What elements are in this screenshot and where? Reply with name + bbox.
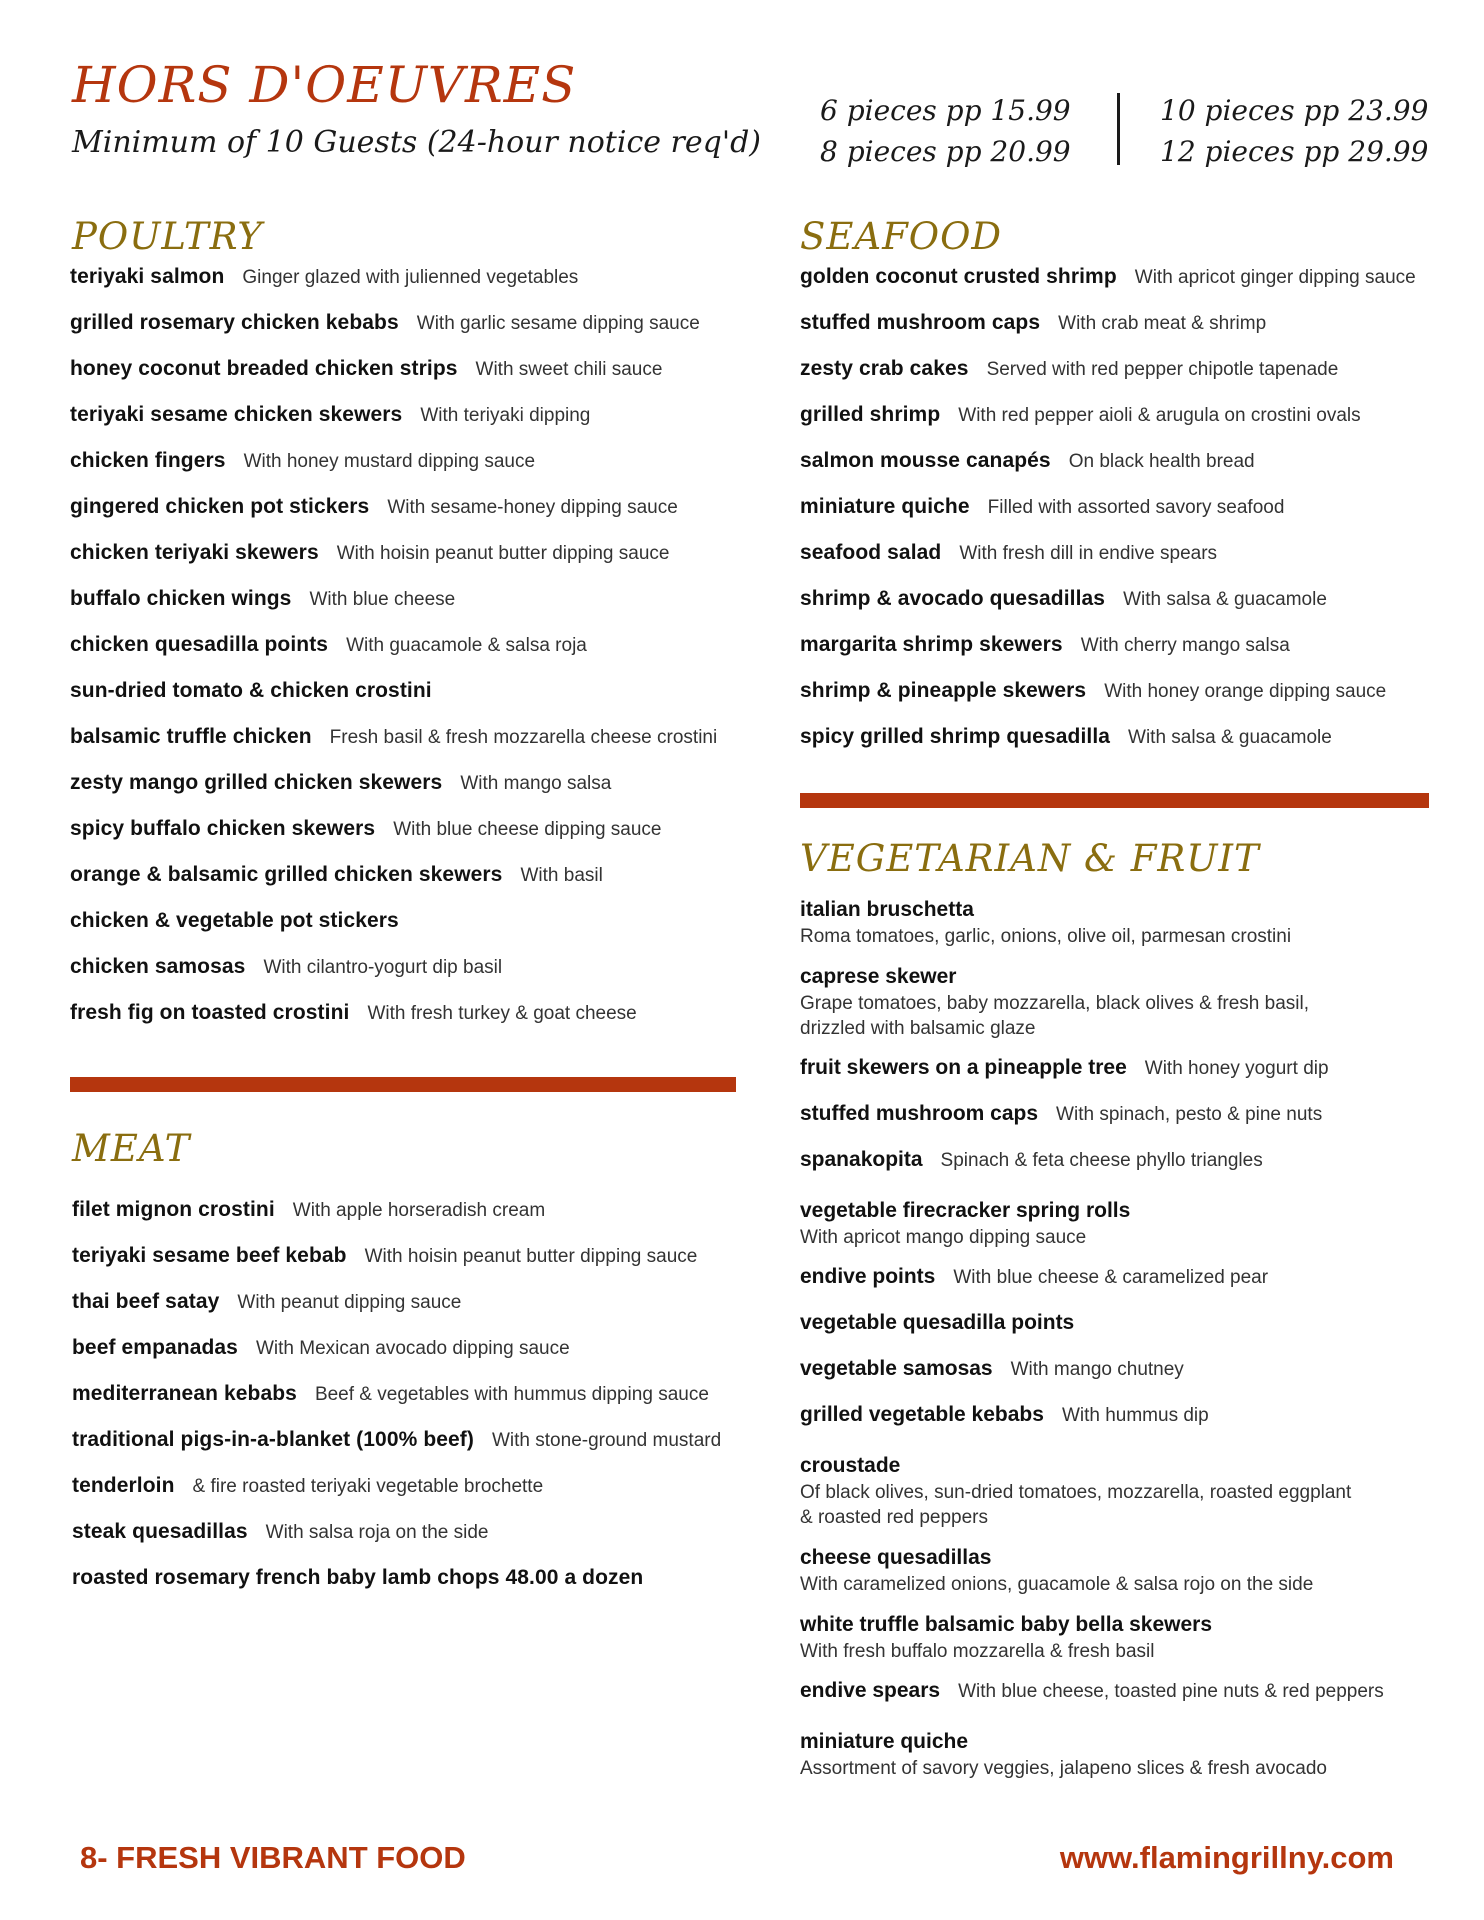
item-desc: Ginger glazed with julienned vegetables [242, 267, 579, 288]
price-list-left [820, 90, 1071, 172]
list-item [70, 1001, 717, 1047]
list-item [72, 1336, 721, 1382]
footer-website-link[interactable]: www.flamingrillny.com [1059, 1840, 1394, 1875]
list-item [800, 1612, 1440, 1665]
item-name: endive points [800, 1265, 936, 1288]
item-desc: Grape tomatoes, baby mozzarella, black olives & fresh basil, [800, 993, 1310, 1014]
item-name: chicken samosas [70, 955, 246, 978]
item-desc: With honey orange dipping sauce [1104, 681, 1387, 702]
item-desc: With mango chutney [1010, 1359, 1184, 1380]
item-desc: Filled with assorted savory seafood [987, 497, 1285, 518]
item-name: spicy buffalo chicken skewers [70, 817, 376, 840]
item-name: chicken & vegetable pot stickers [70, 909, 399, 932]
item-name: caprese skewer [800, 965, 957, 988]
list-item [70, 679, 717, 725]
item-desc: With hoisin peanut butter dipping sauce [364, 1246, 698, 1267]
item-desc: & roasted red peppers [800, 1507, 989, 1528]
item-name: grilled shrimp [800, 403, 941, 426]
list-item [800, 587, 1416, 633]
list-item [800, 1729, 1440, 1782]
list-item [70, 633, 717, 679]
list-item [800, 1357, 1440, 1403]
price-line: 10 pieces pp 23.99 [1160, 94, 1429, 127]
section-divider [70, 1077, 736, 1092]
list-item [800, 633, 1416, 679]
item-name: spanakopita [800, 1148, 923, 1171]
item-desc: With blue cheese & caramelized pear [953, 1267, 1269, 1288]
list-item [70, 955, 717, 1001]
item-name: gingered chicken pot stickers [70, 495, 370, 518]
item-name: fresh fig on toasted crostini [70, 1001, 350, 1024]
item-desc: With guacamole & salsa roja [346, 635, 587, 656]
list-item [800, 1056, 1440, 1102]
item-desc: With cherry mango salsa [1080, 635, 1290, 656]
vegetarian-heading: VEGETARIAN & FRUIT [800, 837, 1260, 880]
item-name: sun-dried tomato & chicken crostini [70, 679, 432, 702]
poultry-list [70, 265, 717, 1047]
item-name: stuffed mushroom caps [800, 311, 1041, 334]
list-item [70, 403, 717, 449]
item-desc: With Mexican avocado dipping sauce [255, 1338, 570, 1359]
item-desc: With cilantro-yogurt dip basil [263, 957, 503, 978]
item-name: spicy grilled shrimp quesadilla [800, 725, 1111, 748]
list-item [800, 1102, 1440, 1148]
item-name: italian bruschetta [800, 898, 974, 921]
item-name: cheese quesadillas [800, 1546, 992, 1569]
meat-heading: MEAT [72, 1127, 191, 1170]
item-desc: With blue cheese, toasted pine nuts & red peppers [958, 1681, 1384, 1702]
item-name: white truffle balsamic baby bella skewers [800, 1613, 1212, 1636]
list-item [72, 1566, 721, 1612]
seafood-heading: SEAFOOD [800, 215, 1003, 258]
item-name: chicken teriyaki skewers [70, 541, 319, 564]
item-desc: With basil [520, 865, 603, 886]
item-desc: With apple horseradish cream [292, 1200, 546, 1221]
item-desc: With apricot ginger dipping sauce [1134, 267, 1416, 288]
item-name: salmon mousse canapés [800, 449, 1051, 472]
item-desc: With hummus dip [1061, 1405, 1209, 1426]
list-item [70, 311, 717, 357]
item-desc: Spinach & feta cheese phyllo triangles [940, 1150, 1263, 1171]
item-desc: With fresh turkey & goat cheese [367, 1003, 637, 1024]
item-name: miniature quiche [800, 1730, 969, 1753]
item-desc: Served with red pepper chipotle tapenade [986, 359, 1339, 380]
item-desc: With blue cheese [309, 589, 456, 610]
list-item [70, 265, 717, 311]
item-name: shrimp & avocado quesadillas [800, 587, 1106, 610]
item-desc: With salsa & guacamole [1123, 589, 1327, 610]
list-item [800, 265, 1416, 311]
item-name: filet mignon crostini [72, 1198, 275, 1221]
price-line: 8 pieces pp 20.99 [820, 135, 1071, 168]
vegetarian-list [800, 897, 1440, 1796]
list-item [72, 1520, 721, 1566]
item-name: teriyaki sesame beef kebab [72, 1244, 347, 1267]
item-name: beef empanadas [72, 1336, 238, 1359]
item-desc: With stone-ground mustard [492, 1430, 722, 1451]
item-name: chicken fingers [70, 449, 226, 472]
item-desc: With salsa roja on the side [265, 1522, 489, 1543]
item-name: traditional pigs-in-a-blanket (100% beef) [72, 1428, 474, 1451]
item-name: vegetable firecracker spring rolls [800, 1199, 1131, 1222]
item-desc: With apricot mango dipping sauce [800, 1227, 1087, 1248]
item-desc: With sweet chili sauce [475, 359, 663, 380]
item-name: stuffed mushroom caps [800, 1102, 1039, 1125]
item-name: balsamic truffle chicken [70, 725, 312, 748]
list-item [800, 1311, 1440, 1357]
footer-tagline: 8- FRESH VIBRANT FOOD [80, 1840, 466, 1875]
list-item [70, 541, 717, 587]
item-name: fruit skewers on a pineapple tree [800, 1056, 1127, 1079]
list-item [800, 964, 1440, 1042]
item-desc: Fresh basil & fresh mozzarella cheese crostini [329, 727, 718, 748]
item-name: miniature quiche [800, 495, 970, 518]
page-subtitle: Minimum of 10 Guests (24-hour notice req'd) [72, 125, 761, 160]
item-name: teriyaki salmon [70, 265, 225, 288]
list-item [800, 1679, 1440, 1725]
item-desc: Beef & vegetables with hummus dipping sauce [314, 1384, 709, 1405]
list-item [70, 817, 717, 863]
item-name: honey coconut breaded chicken strips [70, 357, 458, 380]
list-item [72, 1290, 721, 1336]
item-name: buffalo chicken wings [70, 587, 292, 610]
item-desc: With spinach, pesto & pine nuts [1056, 1104, 1323, 1125]
item-desc: With caramelized onions, guacamole & salsa rojo on the side [800, 1574, 1314, 1595]
item-name: vegetable quesadilla points [800, 1311, 1075, 1334]
list-item [800, 311, 1416, 357]
list-item [800, 1403, 1440, 1449]
item-name: orange & balsamic grilled chicken skewers [70, 863, 503, 886]
list-item [72, 1474, 721, 1520]
item-name: zesty mango grilled chicken skewers [70, 771, 443, 794]
list-item [800, 1148, 1440, 1194]
list-item [72, 1244, 721, 1290]
item-name: zesty crab cakes [800, 357, 969, 380]
list-item [800, 541, 1416, 587]
page-title: HORS D'OEUVRES [72, 56, 577, 114]
price-line: 6 pieces pp 15.99 [820, 94, 1071, 127]
item-desc: With sesame-honey dipping sauce [387, 497, 678, 518]
list-item [70, 771, 717, 817]
item-desc: & fire roasted teriyaki vegetable brochette [192, 1476, 544, 1497]
item-name: endive spears [800, 1679, 941, 1702]
item-name: golden coconut crusted shrimp [800, 265, 1117, 288]
list-item [70, 863, 717, 909]
item-name: grilled rosemary chicken kebabs [70, 311, 399, 334]
list-item [800, 1545, 1440, 1598]
list-item [70, 725, 717, 771]
item-desc: With blue cheese dipping sauce [393, 819, 662, 840]
list-item [800, 679, 1416, 725]
item-name: grilled vegetable kebabs [800, 1403, 1044, 1426]
list-item [800, 725, 1416, 771]
item-desc: With teriyaki dipping [420, 405, 591, 426]
item-name: margarita shrimp skewers [800, 633, 1063, 656]
seafood-list [800, 265, 1416, 771]
item-desc: With fresh buffalo mozzarella & fresh basil [800, 1641, 1155, 1662]
item-desc: With fresh dill in endive spears [959, 543, 1218, 564]
list-item [800, 495, 1416, 541]
item-name: croustade [800, 1454, 901, 1477]
item-desc: With honey yogurt dip [1144, 1058, 1329, 1079]
list-item [70, 909, 717, 955]
list-item [70, 449, 717, 495]
item-desc: drizzled with balsamic glaze [800, 1018, 1036, 1039]
item-name: mediterranean kebabs [72, 1382, 297, 1405]
list-item [72, 1382, 721, 1428]
item-desc: With garlic sesame dipping sauce [416, 313, 700, 334]
list-item [800, 897, 1440, 950]
list-item [70, 587, 717, 633]
list-item [800, 1198, 1440, 1251]
list-item [70, 357, 717, 403]
item-name: roasted rosemary french baby lamb chops 48.00 a dozen [72, 1566, 644, 1589]
item-name: tenderloin [72, 1474, 175, 1497]
list-item [800, 403, 1416, 449]
list-item [800, 1453, 1440, 1531]
list-item [72, 1428, 721, 1474]
item-desc: Roma tomatoes, garlic, onions, olive oil, parmesan crostini [800, 926, 1292, 947]
item-desc: With red pepper aioli & arugula on crostini ovals [958, 405, 1361, 426]
list-item [800, 449, 1416, 495]
item-desc: Assortment of savory veggies, jalapeno slices & fresh avocado [800, 1758, 1327, 1779]
item-name: steak quesadillas [72, 1520, 248, 1543]
item-desc: With hoisin peanut butter dipping sauce [336, 543, 670, 564]
poultry-heading: POULTRY [72, 215, 263, 258]
item-name: vegetable samosas [800, 1357, 993, 1380]
list-item [70, 495, 717, 541]
item-name: seafood salad [800, 541, 942, 564]
list-item [800, 1265, 1440, 1311]
section-divider [800, 793, 1429, 808]
item-name: shrimp & pineapple skewers [800, 679, 1087, 702]
item-desc: Of black olives, sun-dried tomatoes, mozzarella, roasted eggplant [800, 1482, 1352, 1503]
item-desc: With crab meat & shrimp [1058, 313, 1267, 334]
price-list-right [1160, 90, 1428, 172]
price-divider [1117, 93, 1120, 165]
price-line: 12 pieces pp 29.99 [1160, 135, 1429, 168]
item-desc: With honey mustard dipping sauce [243, 451, 536, 472]
item-desc: With salsa & guacamole [1128, 727, 1332, 748]
item-desc: With mango salsa [460, 773, 612, 794]
item-name: teriyaki sesame chicken skewers [70, 403, 403, 426]
list-item [72, 1198, 721, 1244]
meat-list [72, 1198, 721, 1612]
item-name: thai beef satay [72, 1290, 220, 1313]
list-item [800, 357, 1416, 403]
item-desc: On black health bread [1068, 451, 1255, 472]
item-desc: With peanut dipping sauce [237, 1292, 462, 1313]
item-name: chicken quesadilla points [70, 633, 329, 656]
